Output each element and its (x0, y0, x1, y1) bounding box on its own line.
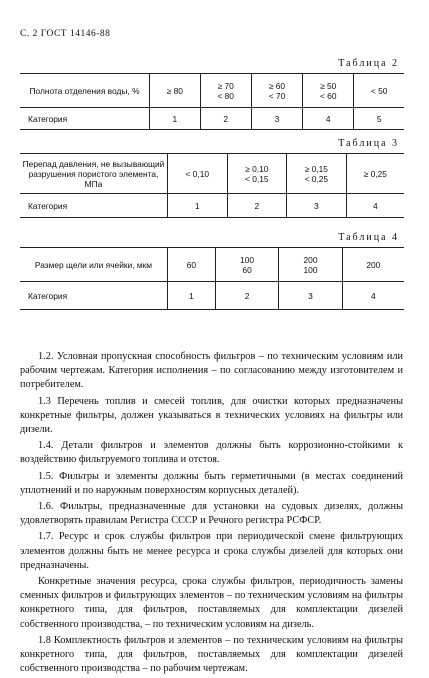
table4-col-3: 200 100 (279, 248, 342, 282)
table2-row-header: Полнота отделения воды, % (20, 74, 150, 108)
table3-caption: Таблица 3 (338, 138, 399, 149)
table2-cat-1: 1 (150, 108, 201, 130)
table2-col-1: ≥ 80 (150, 74, 201, 108)
table4-category-label: Категория (20, 282, 168, 310)
table2-cat-3: 3 (251, 108, 302, 130)
table3-col-2: ≥ 0,10 < 0,15 (227, 154, 287, 194)
table3-col-1: < 0,10 (168, 154, 228, 194)
table4-caption: Таблица 4 (338, 232, 399, 243)
table3-cat-3: 3 (287, 194, 347, 218)
table4-cat-3: 3 (279, 282, 342, 310)
table-row (20, 282, 404, 310)
table3-cat-4: 4 (346, 194, 404, 218)
paragraph-1-2: 1.2. Условная пропускная способность фильтров – по техническим условиям или рабочим чертежам. Категория исполнения – по согласованию между изготовителем и потребителем. (20, 351, 403, 391)
table2-caption: Таблица 2 (338, 58, 399, 69)
table-row (20, 154, 404, 194)
table3-cat-1: 1 (168, 194, 228, 218)
body-text (20, 350, 403, 678)
table2-cat-4: 4 (303, 108, 354, 130)
paragraph-1-7: 1.7. Ресурс и срок службы фильтров при периодической смене фильтрующих элементов должны быть не менее ресурса и срока службы дизелей для которых они предназначены. (20, 531, 403, 571)
table2-cat-5: 5 (354, 108, 404, 130)
table-row (20, 108, 404, 130)
paragraph-1-3: 1.3 Перечень топлив и смесей топлив, для очистки которых предназначены конкретные фильтры, должен указываться в технических условиях на фильтры или дизели. (20, 395, 403, 436)
table4-col-4: 200 (342, 248, 404, 282)
paragraph-1-6: 1.6. Фильтры, предназначенные для установки на судовых дизелях, должны удовлетворять правилам Регистра СССР и Речного регистра РСФСР. (20, 501, 403, 527)
table3-category-label: Категория (20, 194, 168, 218)
paragraph-1-8: 1.8 Комплектность фильтров и элементов – по техническим условиям на фильтры конкретного типа, для фильтров, поставляемых для комплектации дизелей собственного производства – по рабочим чертежам. (20, 634, 403, 675)
table3-row-header: Перепад давления, не вызывающий разрушения пористого элемента, МПа (20, 154, 168, 194)
table4 (20, 247, 404, 310)
table2 (20, 73, 404, 130)
paragraph-1-5: 1.5. Фильтры и элементы должны быть герметичными (в местах соединений уплотнений и по наружным поверхностям корпусных деталей). (20, 470, 403, 496)
table-row (20, 194, 404, 218)
table-row (20, 248, 404, 282)
table4-col-2: 100 60 (215, 248, 278, 282)
table3-col-4: ≥ 0,25 (346, 154, 404, 194)
table4-cat-1: 1 (168, 282, 216, 310)
table2-category-label: Категория (20, 108, 150, 130)
table3-cat-2: 2 (227, 194, 287, 218)
table3-col-3: ≥ 0,15 < 0,25 (287, 154, 347, 194)
table-row (20, 74, 404, 108)
table4-col-1: 60 (168, 248, 216, 282)
table2-col-4: ≥ 50 < 60 (303, 74, 354, 108)
table2-col-3: ≥ 60 < 70 (251, 74, 302, 108)
table4-row-header: Размер щели или ячейки, мкм (20, 248, 168, 282)
table4-cat-4: 4 (342, 282, 404, 310)
table2-col-5: < 50 (354, 74, 404, 108)
table2-cat-2: 2 (200, 108, 251, 130)
table3 (20, 153, 404, 218)
table2-col-2: ≥ 70 < 80 (200, 74, 251, 108)
table4-cat-2: 2 (215, 282, 278, 310)
paragraph-1-4: 1.4. Детали фильтров и элементов должны быть коррозионно-стойкими к воздействию фильтруемого топлива и отстоя. (20, 440, 403, 466)
paragraph-1-7-continued: Конкретные значения ресурса, срока службы фильтров, периодичность замены сменных фильтров и фильтрующих элементов – по техническим условиям на фильтры конкретного типа, для фильтров, поставляемых для комплектации дизелей собственного производства, – по техническим условиям на дизель. (20, 576, 403, 630)
page-header: С. 2 ГОСТ 14146-88 (20, 29, 111, 39)
